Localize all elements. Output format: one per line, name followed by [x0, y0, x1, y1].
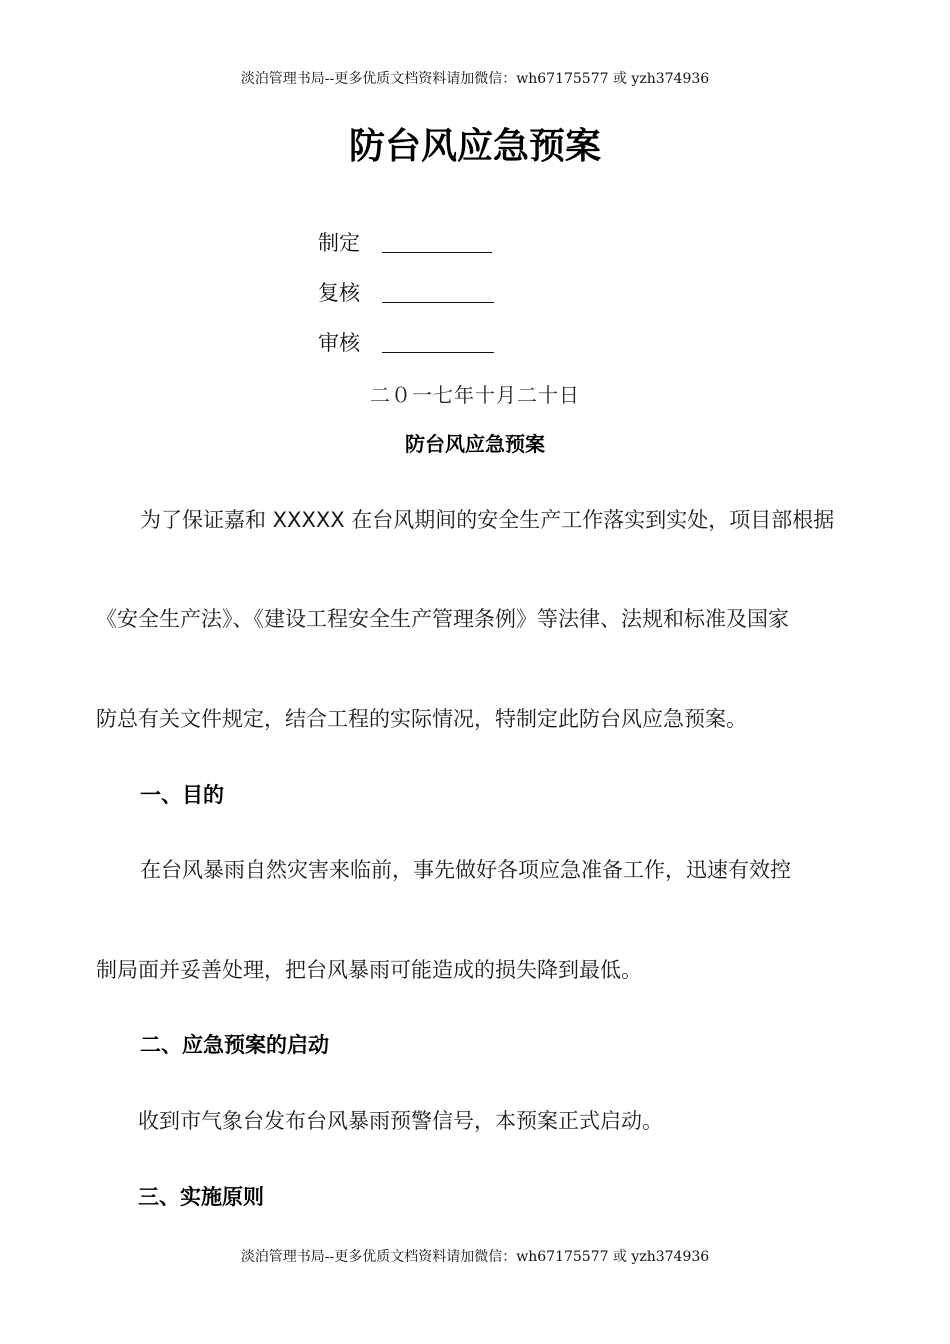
signature-line [382, 351, 494, 353]
signature-label: 复核 [318, 281, 360, 305]
page-footer: 淡泊管理书局--更多优质文档资料请加微信：wh67175577 或 yzh374936 [240, 1249, 710, 1265]
signature-line [382, 251, 492, 253]
purpose-line-1: 在台风暴雨自然灾害来临前，事先做好各项应急准备工作，迅速有效控 [140, 858, 791, 882]
section-heading-purpose: 一、目的 [140, 783, 224, 807]
page-header: 淡泊管理书局--更多优质文档资料请加微信：wh67175577 或 yzh374936 [240, 71, 710, 87]
purpose-line-2: 制局面并妥善处理，把台风暴雨可能造成的损失降到最低。 [96, 958, 642, 982]
section-heading-activation: 二、应急预案的启动 [140, 1033, 329, 1057]
document-subtitle: 防台风应急预案 [405, 432, 545, 456]
signature-row-review [318, 277, 494, 307]
document-date: 二０一七年十月二十日 [370, 383, 580, 407]
intro-line-1: 为了保证嘉和 XXXXX 在台风期间的安全生产工作落实到实处，项目部根据 [140, 508, 835, 532]
section-heading-principles: 三、实施原则 [138, 1185, 264, 1209]
signature-label: 制定 [318, 231, 360, 255]
document-title: 防台风应急预案 [348, 126, 601, 167]
signature-row-approve [318, 327, 494, 357]
signature-line [382, 301, 494, 303]
signature-label: 审核 [318, 331, 360, 355]
intro-line-3: 防总有关文件规定，结合工程的实际情况，特制定此防台风应急预案。 [96, 707, 747, 731]
activation-line-1: 收到市气象台发布台风暴雨预警信号，本预案正式启动。 [138, 1109, 663, 1133]
signature-row-draft [318, 227, 492, 257]
intro-line-2: 《安全生产法》、《建设工程安全生产管理条例》等法律、法规和标准及国家 [96, 607, 789, 631]
